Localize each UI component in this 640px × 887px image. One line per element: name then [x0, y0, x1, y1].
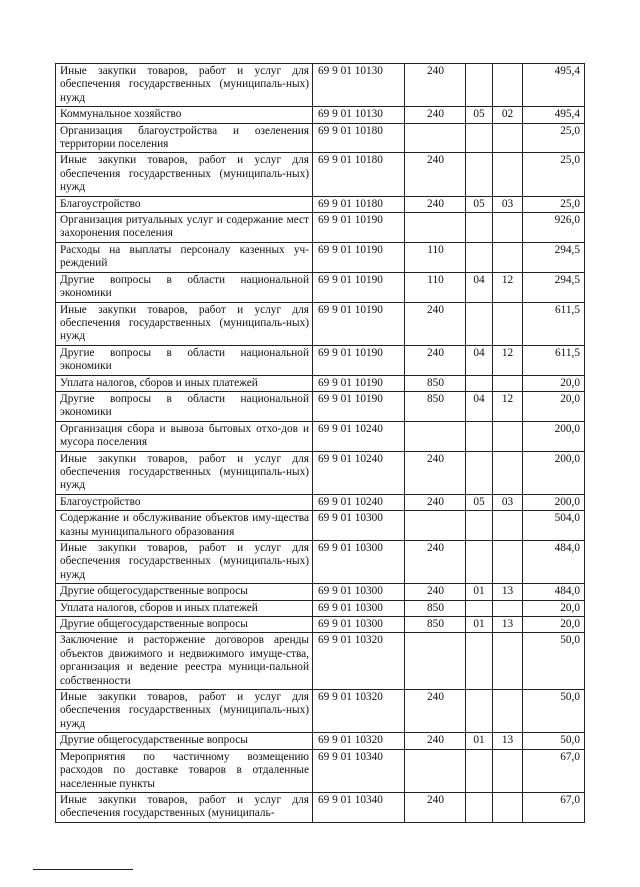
expense-name-cell: Организация благоустройства и озеленения территории поселения — [56, 123, 313, 153]
table-row — [56, 64, 585, 107]
target-article-cell: 69 9 01 10180 — [313, 153, 405, 196]
section-cell — [466, 153, 493, 196]
section-cell — [466, 123, 493, 153]
expense-name-cell: Другие вопросы в области национальной экономики — [56, 272, 313, 302]
subsection-cell: 13 — [493, 733, 523, 749]
subsection-cell — [493, 633, 523, 690]
amount-cell: 20,0 — [523, 375, 585, 391]
expense-name-cell: Благоустройство — [56, 494, 313, 510]
table-row — [56, 196, 585, 212]
section-cell: 01 — [466, 733, 493, 749]
amount-cell: 50,0 — [523, 633, 585, 690]
target-article-cell: 69 9 01 10320 — [313, 733, 405, 749]
expense-type-cell: 240 — [405, 64, 466, 107]
target-article-cell: 69 9 01 10190 — [313, 272, 405, 302]
section-cell — [466, 541, 493, 584]
expense-type-cell: 240 — [405, 107, 466, 123]
table-row — [56, 633, 585, 690]
target-article-cell: 69 9 01 10300 — [313, 600, 405, 616]
amount-cell: 25,0 — [523, 153, 585, 196]
section-cell: 04 — [466, 272, 493, 302]
expense-name-cell: Мероприятия по частичному возмещению расходов по доставке товаров в отдаленные населенные пункты — [56, 749, 313, 792]
table-row — [56, 107, 585, 123]
section-cell — [466, 302, 493, 345]
subsection-cell — [493, 213, 523, 243]
expense-type-cell — [405, 633, 466, 690]
amount-cell: 495,4 — [523, 107, 585, 123]
subsection-cell — [493, 421, 523, 451]
expense-type-cell: 850 — [405, 617, 466, 633]
amount-cell: 294,5 — [523, 242, 585, 272]
amount-cell: 200,0 — [523, 421, 585, 451]
expense-type-cell: 240 — [405, 733, 466, 749]
budget-table-body — [56, 64, 585, 823]
footnote-divider — [33, 869, 133, 870]
amount-cell: 20,0 — [523, 600, 585, 616]
subsection-cell: 03 — [493, 494, 523, 510]
target-article-cell: 69 9 01 10320 — [313, 690, 405, 733]
section-cell — [466, 511, 493, 541]
target-article-cell: 69 9 01 10340 — [313, 792, 405, 822]
table-row — [56, 511, 585, 541]
subsection-cell: 13 — [493, 584, 523, 600]
subsection-cell — [493, 375, 523, 391]
expense-name-cell: Заключение и расторжение договоров аренды объектов движимого и недвижимого имуще-ства, организация и ведение реестра муници-пальной собственности — [56, 633, 313, 690]
subsection-cell — [493, 64, 523, 107]
target-article-cell: 69 9 01 10300 — [313, 584, 405, 600]
expense-name-cell: Иные закупки товаров, работ и услуг для обеспечения государственных (муниципаль- — [56, 792, 313, 822]
expense-name-cell: Содержание и обслуживание объектов иму-щества казны муниципального образования — [56, 511, 313, 541]
subsection-cell: 13 — [493, 617, 523, 633]
subsection-cell — [493, 541, 523, 584]
amount-cell: 67,0 — [523, 792, 585, 822]
section-cell: 04 — [466, 391, 493, 421]
subsection-cell — [493, 511, 523, 541]
expense-type-cell: 240 — [405, 451, 466, 494]
amount-cell: 484,0 — [523, 584, 585, 600]
amount-cell: 50,0 — [523, 690, 585, 733]
section-cell: 05 — [466, 107, 493, 123]
target-article-cell: 69 9 01 10190 — [313, 391, 405, 421]
expense-type-cell — [405, 123, 466, 153]
table-row — [56, 733, 585, 749]
amount-cell: 200,0 — [523, 451, 585, 494]
expense-type-cell: 850 — [405, 600, 466, 616]
target-article-cell: 69 9 01 10240 — [313, 421, 405, 451]
subsection-cell: 03 — [493, 196, 523, 212]
expense-name-cell: Иные закупки товаров, работ и услуг для обеспечения государственных (муниципаль-ных) нужд — [56, 302, 313, 345]
expense-type-cell: 240 — [405, 541, 466, 584]
amount-cell: 611,5 — [523, 345, 585, 375]
target-article-cell: 69 9 01 10300 — [313, 511, 405, 541]
budget-table — [55, 63, 585, 823]
expense-type-cell — [405, 511, 466, 541]
subsection-cell — [493, 242, 523, 272]
table-row — [56, 302, 585, 345]
expense-name-cell: Другие общегосударственные вопросы — [56, 584, 313, 600]
table-row — [56, 690, 585, 733]
section-cell — [466, 64, 493, 107]
section-cell — [466, 213, 493, 243]
table-row — [56, 617, 585, 633]
target-article-cell: 69 9 01 10190 — [313, 375, 405, 391]
subsection-cell — [493, 153, 523, 196]
expense-name-cell: Организация ритуальных услуг и содержание мест захоронения поселения — [56, 213, 313, 243]
table-row — [56, 600, 585, 616]
expense-name-cell: Уплата налогов, сборов и иных платежей — [56, 375, 313, 391]
table-row — [56, 421, 585, 451]
subsection-cell — [493, 600, 523, 616]
expense-name-cell: Другие вопросы в области национальной экономики — [56, 345, 313, 375]
section-cell: 05 — [466, 196, 493, 212]
target-article-cell: 69 9 01 10190 — [313, 345, 405, 375]
expense-type-cell: 240 — [405, 792, 466, 822]
expense-type-cell: 110 — [405, 272, 466, 302]
table-row — [56, 494, 585, 510]
amount-cell: 926,0 — [523, 213, 585, 243]
target-article-cell: 69 9 01 10190 — [313, 213, 405, 243]
section-cell: 04 — [466, 345, 493, 375]
section-cell — [466, 600, 493, 616]
section-cell — [466, 451, 493, 494]
target-article-cell: 69 9 01 10240 — [313, 451, 405, 494]
expense-name-cell: Иные закупки товаров, работ и услуг для обеспечения государственных (муниципаль-ных) нужд — [56, 541, 313, 584]
section-cell: 05 — [466, 494, 493, 510]
target-article-cell: 69 9 01 10340 — [313, 749, 405, 792]
expense-type-cell: 850 — [405, 391, 466, 421]
expense-type-cell: 240 — [405, 153, 466, 196]
expense-type-cell — [405, 749, 466, 792]
amount-cell: 294,5 — [523, 272, 585, 302]
subsection-cell — [493, 451, 523, 494]
expense-name-cell: Коммунальное хозяйство — [56, 107, 313, 123]
expense-type-cell: 240 — [405, 494, 466, 510]
amount-cell: 50,0 — [523, 733, 585, 749]
section-cell: 01 — [466, 584, 493, 600]
subsection-cell — [493, 749, 523, 792]
table-row — [56, 541, 585, 584]
table-row — [56, 451, 585, 494]
amount-cell: 25,0 — [523, 123, 585, 153]
table-row — [56, 213, 585, 243]
subsection-cell — [493, 302, 523, 345]
expense-type-cell: 850 — [405, 375, 466, 391]
amount-cell: 611,5 — [523, 302, 585, 345]
amount-cell: 20,0 — [523, 391, 585, 421]
section-cell — [466, 690, 493, 733]
section-cell — [466, 792, 493, 822]
expense-type-cell: 110 — [405, 242, 466, 272]
target-article-cell: 69 9 01 10130 — [313, 107, 405, 123]
expense-name-cell: Другие общегосударственные вопросы — [56, 617, 313, 633]
expense-name-cell: Уплата налогов, сборов и иных платежей — [56, 600, 313, 616]
target-article-cell: 69 9 01 10180 — [313, 123, 405, 153]
expense-name-cell: Благоустройство — [56, 196, 313, 212]
amount-cell: 25,0 — [523, 196, 585, 212]
table-row — [56, 749, 585, 792]
target-article-cell: 69 9 01 10320 — [313, 633, 405, 690]
expense-name-cell: Иные закупки товаров, работ и услуг для обеспечения государственных (муниципаль-ных) нужд — [56, 451, 313, 494]
table-row — [56, 272, 585, 302]
table-row — [56, 584, 585, 600]
target-article-cell: 69 9 01 10300 — [313, 541, 405, 584]
budget-table-page — [55, 63, 585, 823]
expense-type-cell: 240 — [405, 196, 466, 212]
target-article-cell: 69 9 01 10190 — [313, 302, 405, 345]
section-cell: 01 — [466, 617, 493, 633]
subsection-cell: 12 — [493, 272, 523, 302]
target-article-cell: 69 9 01 10240 — [313, 494, 405, 510]
subsection-cell: 12 — [493, 391, 523, 421]
expense-type-cell — [405, 213, 466, 243]
expense-type-cell: 240 — [405, 690, 466, 733]
amount-cell: 67,0 — [523, 749, 585, 792]
expense-name-cell: Иные закупки товаров, работ и услуг для обеспечения государственных (муниципаль-ных) нужд — [56, 153, 313, 196]
subsection-cell — [493, 690, 523, 733]
section-cell — [466, 749, 493, 792]
subsection-cell — [493, 792, 523, 822]
table-row — [56, 375, 585, 391]
expense-name-cell: Организация сбора и вывоза бытовых отхо-дов и мусора поселения — [56, 421, 313, 451]
subsection-cell: 02 — [493, 107, 523, 123]
subsection-cell — [493, 123, 523, 153]
expense-name-cell: Другие вопросы в области национальной экономики — [56, 391, 313, 421]
amount-cell: 504,0 — [523, 511, 585, 541]
table-row — [56, 123, 585, 153]
amount-cell: 484,0 — [523, 541, 585, 584]
section-cell — [466, 633, 493, 690]
target-article-cell: 69 9 01 10300 — [313, 617, 405, 633]
expense-type-cell — [405, 421, 466, 451]
target-article-cell: 69 9 01 10190 — [313, 242, 405, 272]
target-article-cell: 69 9 01 10180 — [313, 196, 405, 212]
section-cell — [466, 421, 493, 451]
subsection-cell: 12 — [493, 345, 523, 375]
section-cell — [466, 375, 493, 391]
expense-type-cell: 240 — [405, 302, 466, 345]
table-row — [56, 153, 585, 196]
section-cell — [466, 242, 493, 272]
expense-type-cell: 240 — [405, 345, 466, 375]
expense-type-cell: 240 — [405, 584, 466, 600]
amount-cell: 200,0 — [523, 494, 585, 510]
target-article-cell: 69 9 01 10130 — [313, 64, 405, 107]
table-row — [56, 242, 585, 272]
expense-name-cell: Иные закупки товаров, работ и услуг для обеспечения государственных (муниципаль-ных) нужд — [56, 690, 313, 733]
expense-name-cell: Расходы на выплаты персоналу казенных уч-реждений — [56, 242, 313, 272]
amount-cell: 20,0 — [523, 617, 585, 633]
expense-name-cell: Другие общегосударственные вопросы — [56, 733, 313, 749]
table-row — [56, 345, 585, 375]
table-row — [56, 391, 585, 421]
expense-name-cell: Иные закупки товаров, работ и услуг для обеспечения государственных (муниципаль-ных) нужд — [56, 64, 313, 107]
amount-cell: 495,4 — [523, 64, 585, 107]
table-row — [56, 792, 585, 822]
